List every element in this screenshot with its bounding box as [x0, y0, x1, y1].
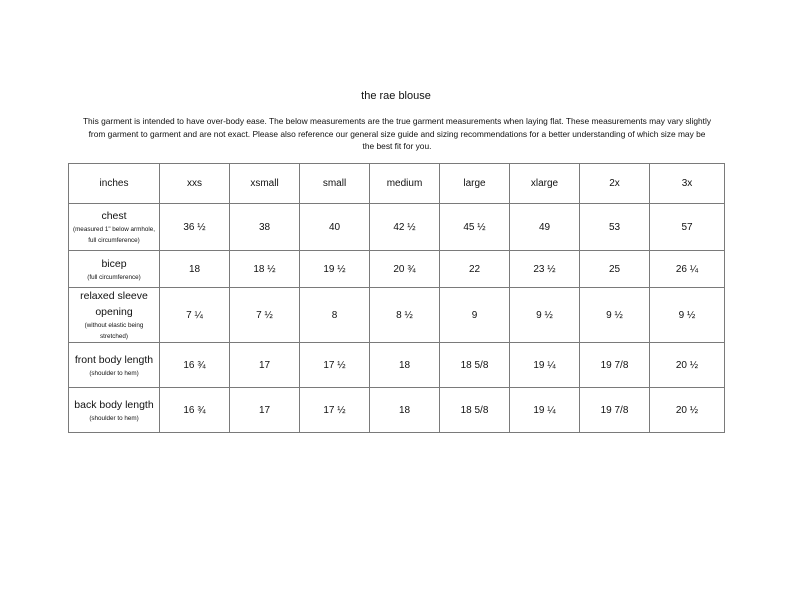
- size-header-xxs: xxs: [160, 164, 230, 204]
- table-cell: 20 ¾: [370, 251, 440, 288]
- table-cell: 17 ½: [300, 388, 370, 433]
- row-note: (full circumference): [87, 273, 141, 281]
- table-cell: 22: [440, 251, 510, 288]
- row-note: (without elastic being stretched): [84, 322, 144, 340]
- table-cell: 19 ¼: [510, 343, 580, 388]
- table-cell: 42 ½: [370, 204, 440, 251]
- table-cell: 8 ½: [370, 288, 440, 343]
- table-cell: 57: [650, 204, 725, 251]
- table-cell: 9 ½: [510, 288, 580, 343]
- table-cell: 17: [230, 388, 300, 433]
- row-label: relaxed sleeve opening: [80, 290, 148, 318]
- table-cell: 26 ¼: [650, 251, 725, 288]
- table-cell: 40: [300, 204, 370, 251]
- row-note: (shoulder to hem): [89, 414, 139, 422]
- table-cell: 8: [300, 288, 370, 343]
- table-cell: 23 ½: [510, 251, 580, 288]
- row-label: chest: [101, 210, 127, 222]
- size-header-2x: 2x: [580, 164, 650, 204]
- row-label-cell: [69, 251, 160, 288]
- size-header-small: small: [300, 164, 370, 204]
- size-header-medium: medium: [370, 164, 440, 204]
- table-row-relaxed-sleeve-opening: [69, 288, 725, 343]
- table-cell: 20 ½: [650, 343, 725, 388]
- table-cell: 36 ½: [160, 204, 230, 251]
- table-cell: 18 ½: [230, 251, 300, 288]
- row-label: bicep: [101, 257, 127, 270]
- table-cell: 19 7/8: [580, 388, 650, 433]
- table-cell: 19 ½: [300, 251, 370, 288]
- table-cell: 20 ½: [650, 388, 725, 433]
- table-cell: 16 ¾: [160, 388, 230, 433]
- table-cell: 9 ½: [650, 288, 725, 343]
- table-cell: 7 ¼: [160, 288, 230, 343]
- table-row-back-body-length: [69, 388, 725, 433]
- size-chart-table: [68, 163, 725, 433]
- table-cell: 17: [230, 343, 300, 388]
- table-cell: 9 ½: [580, 288, 650, 343]
- table-cell: 19 7/8: [580, 343, 650, 388]
- unit-header: inches: [69, 164, 160, 204]
- size-header-3x: 3x: [650, 164, 725, 204]
- table-row-front-body-length: [69, 343, 725, 388]
- row-label-cell: [69, 204, 160, 251]
- row-label-cell: [69, 288, 160, 343]
- row-label: back body length: [74, 398, 154, 411]
- size-header-large: large: [440, 164, 510, 204]
- intro-paragraph: This garment is intended to have over-body ease. The below measurements are the true garment measurements when laying flat. These measurements may vary slightly from garment to garment and are not exact. Please also reference our general size guide and sizing recommendations for a better understanding of which size may be the best fit for you.: [82, 116, 712, 151]
- size-header-xsmall: xsmall: [230, 164, 300, 204]
- table-cell: 18: [160, 251, 230, 288]
- table-cell: 18 5/8: [440, 388, 510, 433]
- table-cell: 38: [230, 204, 300, 251]
- table-cell: 18: [370, 388, 440, 433]
- row-label: front body length: [74, 353, 154, 366]
- row-note: (shoulder to hem): [89, 369, 139, 377]
- table-cell: 18 5/8: [440, 343, 510, 388]
- table-cell: 19 ¼: [510, 388, 580, 433]
- table-cell: 9: [440, 288, 510, 343]
- table-row-chest: [69, 204, 725, 251]
- table-cell: 49: [510, 204, 580, 251]
- table-row-bicep: [69, 251, 725, 288]
- size-header-xlarge: xlarge: [510, 164, 580, 204]
- table-cell: 18: [370, 343, 440, 388]
- table-cell: 53: [580, 204, 650, 251]
- row-label-cell: [69, 343, 160, 388]
- table-cell: 7 ½: [230, 288, 300, 343]
- row-note: (measured 1" below armhole, full circumference): [72, 226, 156, 244]
- table-cell: 45 ½: [440, 204, 510, 251]
- row-label-cell: [69, 388, 160, 433]
- table-cell: 17 ½: [300, 343, 370, 388]
- table-cell: 16 ¾: [160, 343, 230, 388]
- page-title: the rae blouse: [361, 90, 431, 102]
- table-header-row: [69, 164, 725, 204]
- table-cell: 25: [580, 251, 650, 288]
